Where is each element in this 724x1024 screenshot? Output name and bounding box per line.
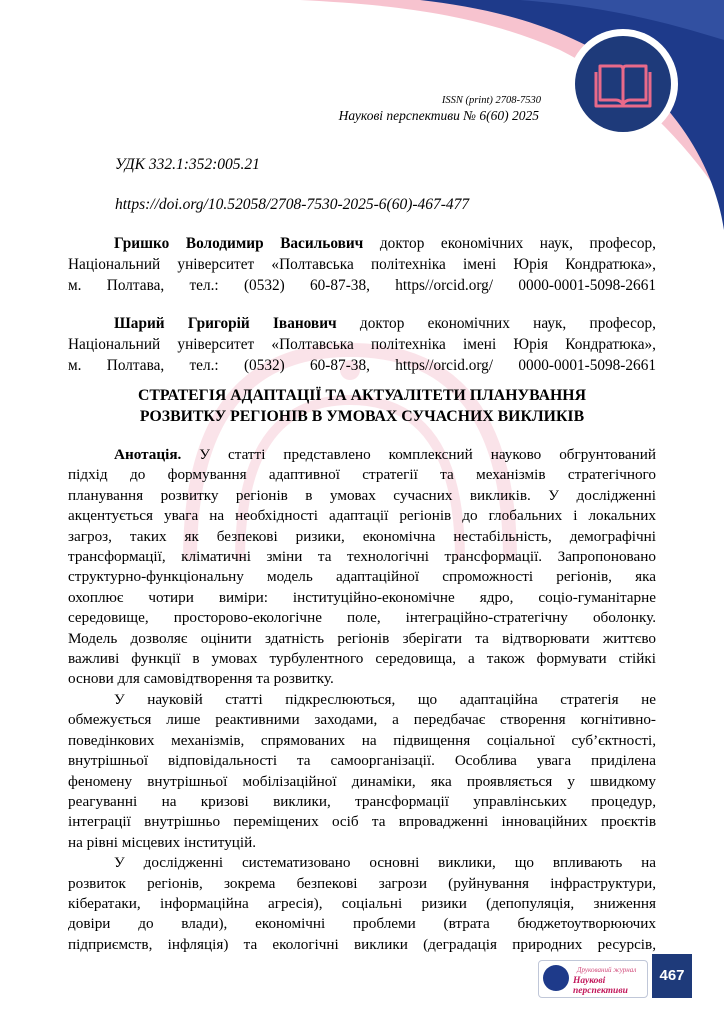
author-contact: м. Полтава, тел.: (0532) 60-87-38, https//orcid.org/ 0000-0001-5098-2661 bbox=[68, 277, 656, 294]
abstract-line: важливі функції в умовах турбулентного середовища, а також формувати стійкі bbox=[68, 650, 656, 668]
abstract-line: кібератаки, інформаційна агресія), соціальні ризики (депопуляція, зниження bbox=[68, 894, 656, 912]
abstract-line: загроз, таких як безпекові ризики, економічна нестабільність, демографічні bbox=[68, 527, 656, 545]
abstract-line: Модель дозволяє оцінити здатність регіонів зберігати та відтворювати життєво bbox=[68, 629, 656, 647]
abstract-line: основи для самовідтворення та розвитку. bbox=[68, 670, 334, 688]
abstract-line: акцентується увага на необхідності адаптації регіонів до глобальних і локальних bbox=[68, 507, 656, 525]
author-degree: доктор економічних наук, професор, bbox=[336, 315, 656, 332]
issn: ISSN (print) 2708-7530 bbox=[441, 95, 541, 106]
abstract-line: планування розвитку регіонів в умовах сучасних викликів. У дослідженні bbox=[68, 486, 656, 504]
abstract-line: У дослідженні систематизовано основні виклики, що впливають на bbox=[114, 854, 656, 872]
page-number: 467 bbox=[652, 954, 692, 998]
author-affiliation: Національний університет «Полтавська політехніка імені Юрія Кондратюка», bbox=[68, 336, 656, 353]
abstract-body bbox=[68, 445, 656, 955]
abstract-line: У науковій статті підкреслюються, що адаптаційна стратегія не bbox=[114, 690, 656, 708]
abstract-line: середовище, просторово-екологічне поле, інтеграційно-стратегічну оболонку. bbox=[68, 609, 656, 627]
abstract-line: охоплює чотири виміри: інституційно-економічне ядро, соціо-гуманітарне bbox=[68, 588, 656, 606]
abstract-line: Анотація. У статті представлено комплексний науково обгрунтований bbox=[114, 446, 656, 463]
abstract-line: на рівні місцевих інституцій. bbox=[68, 833, 257, 851]
badge-line: Друкований журнал bbox=[577, 966, 637, 974]
abstract-line: підприємств, інфляція) та екологічні виклики (деградація природних ресурсів, bbox=[68, 935, 656, 953]
abstract-line: феномену внутрішньої мобілізаційної динаміки, яка проявляється у швидкому bbox=[68, 772, 656, 790]
abstract-label: Анотація. bbox=[114, 446, 182, 463]
abstract-line: внутрішньої відповідальності та самоорганізації. Особлива увага приділена bbox=[68, 752, 656, 770]
author-block bbox=[68, 313, 656, 376]
badge-line: Наукові перспективи bbox=[573, 976, 628, 996]
author-name: Шарий Григорій Іванович bbox=[114, 315, 337, 332]
doi-link[interactable]: https://doi.org/10.52058/2708-7530-2025-6(60)-467-477 bbox=[115, 196, 470, 213]
journal-logo-icon bbox=[543, 965, 569, 991]
author-contact: м. Полтава, тел.: (0532) 60-87-38, https//orcid.org/ 0000-0001-5098-2661 bbox=[68, 357, 656, 374]
udk-code: УДК 332.1:352:005.21 bbox=[115, 156, 260, 173]
author-line bbox=[68, 233, 656, 254]
abstract-line: трансформації, кліматичні зміни та технологічні трансформації. Запропоновано bbox=[68, 548, 656, 566]
author-affiliation: Національний університет «Полтавська політехніка імені Юрія Кондратюка», bbox=[68, 256, 656, 273]
journal-issue: Наукові перспективи № 6(60) 2025 bbox=[338, 108, 539, 123]
abstract-line: структурно-функціональну модель адаптаційної спроможності регіонів, яка bbox=[68, 568, 656, 586]
abstract-line: довіри до влади), економічні проблеми (втрата бюджетоутворюючих bbox=[68, 915, 656, 933]
author-degree: доктор економічних наук, професор, bbox=[363, 235, 656, 252]
author-line bbox=[68, 313, 656, 334]
abstract-line: розвиток регіонів, зокрема безпекові загрози (руйнування інфраструктури, bbox=[68, 874, 656, 892]
author-name: Гришко Володимир Васильович bbox=[114, 235, 364, 252]
title-line: СТРАТЕГІЯ АДАПТАЦІЇ ТА АКТУАЛІТЕТИ ПЛАНУВАННЯ bbox=[137, 387, 587, 404]
abstract-line: обмежується лише реактивними заходами, а передбачає створення когнітивно- bbox=[68, 711, 656, 729]
abstract-line: поведінкових механізмів, спрямованих на підвищення соціальної суб’єктності, bbox=[68, 731, 656, 749]
author-block bbox=[68, 233, 656, 296]
abstract-line: підхід до формування адаптивної стратегії та механізмів стратегічного bbox=[68, 466, 656, 484]
abstract-line: реагуванні на кризові виклики, трансформації управлінських процедур, bbox=[68, 792, 656, 810]
journal-badge bbox=[538, 960, 648, 998]
article-title bbox=[68, 385, 656, 427]
title-line: РОЗВИТКУ РЕГІОНІВ В УМОВАХ СУЧАСНИХ ВИКЛИКІВ bbox=[139, 408, 585, 425]
abstract-line: інтеграції внутрішньо переміщених осіб та впровадженні інноваційних проєктів bbox=[68, 813, 656, 831]
